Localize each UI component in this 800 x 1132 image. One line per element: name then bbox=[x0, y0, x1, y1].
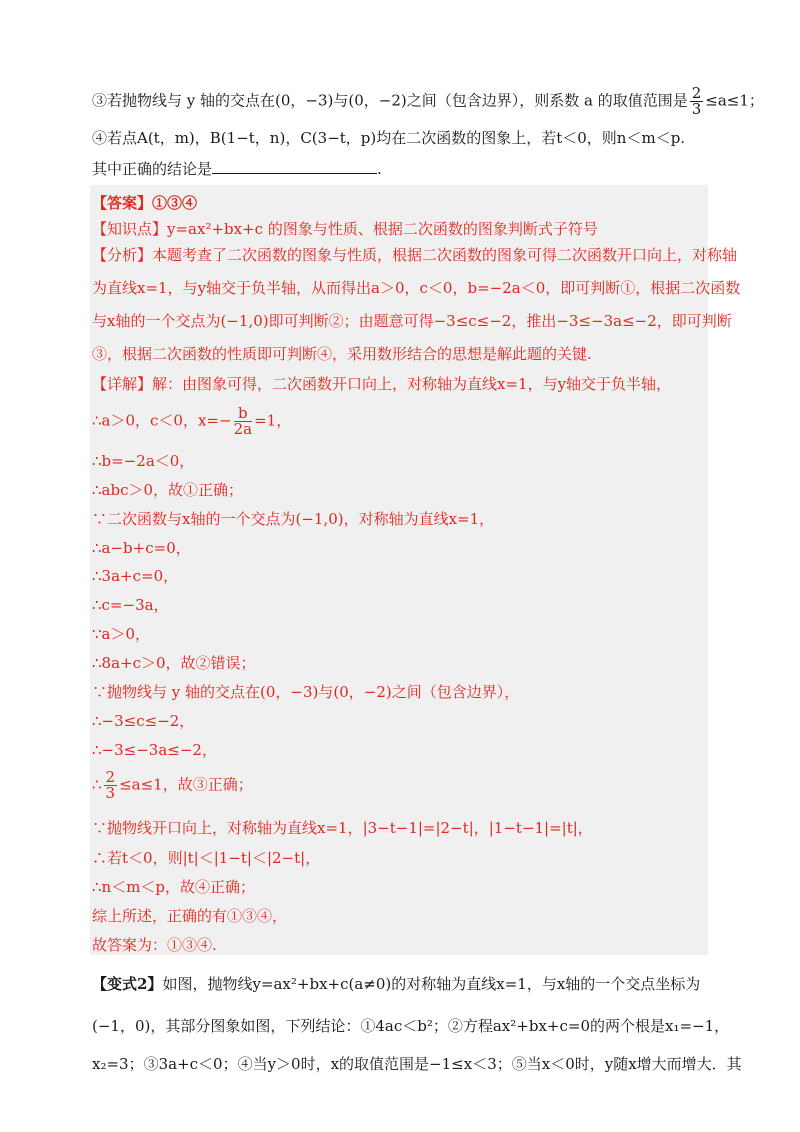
statement-3-tail: ≤a≤1； bbox=[705, 91, 764, 110]
statement-3-text: ③若抛物线与 y 轴的交点在(0，−3)与(0，−2)之间（包含边界），则系数 a 的取值范围是 bbox=[92, 91, 688, 110]
detail-line-10: ∴8a+c＞0，故②错误； bbox=[92, 654, 256, 672]
analysis-line-4: ③，根据二次函数的性质即可判断④，采用数形结合的思想是解此题的关键. bbox=[92, 345, 592, 363]
detail-line-14-prefix: ∴ bbox=[92, 775, 102, 794]
detail-line-6: ∴a−b+c=0， bbox=[92, 539, 191, 557]
question-prompt-text: 其中正确的结论是 bbox=[92, 160, 213, 178]
detail-line-5: ∵二次函数与x轴的一个交点为(−1,0)，对称轴为直线x=1， bbox=[92, 510, 495, 528]
knowledge-point: 【知识点】y=ax²+bx+c 的图象与性质、根据二次函数的图象判断式子符号 bbox=[92, 220, 598, 238]
detail-line-2-tail: =1， bbox=[254, 411, 292, 430]
question-prompt-period: . bbox=[377, 160, 382, 178]
detail-line-7: ∴3a+c=0， bbox=[92, 567, 179, 585]
fraction-denominator: 3 bbox=[105, 784, 116, 802]
fraction-denominator: 3 bbox=[691, 100, 702, 118]
fraction-numerator: 2 bbox=[105, 768, 116, 786]
statement-3 bbox=[92, 86, 764, 117]
fraction-two-thirds bbox=[104, 770, 118, 801]
variant-line-1-text: 如图，抛物线y=ax²+bx+c(a≠0)的对称轴为直线x=1，与x轴的一个交点坐标为 bbox=[162, 975, 701, 993]
fraction-numerator: b bbox=[234, 406, 253, 422]
question-prompt bbox=[92, 159, 382, 179]
fraction-two-thirds bbox=[690, 86, 704, 117]
detail-line-14-tail: ≤a≤1，故③正确； bbox=[119, 775, 253, 794]
detail-line-9: ∵a＞0， bbox=[92, 625, 151, 643]
answer-blank bbox=[212, 159, 377, 174]
analysis-line-2: 为直线x=1，与y轴交于负半轴，从而得出a＞0，c＜0，b=−2a＜0，即可判断①，根据二次函数 bbox=[92, 279, 741, 297]
detail-line-14 bbox=[92, 770, 253, 801]
variant-line-1 bbox=[92, 974, 700, 994]
fraction-b-over-2a bbox=[234, 406, 253, 437]
fraction-denominator: 2a bbox=[233, 420, 253, 438]
fraction-numerator: 2 bbox=[691, 84, 702, 102]
detail-line-3: ∴b=−2a＜0， bbox=[92, 452, 195, 470]
detail-line-8: ∴c=−3a， bbox=[92, 596, 169, 614]
detail-line-12: ∴−3≤c≤−2， bbox=[92, 712, 195, 730]
final-answer-line: 故答案为：①③④. bbox=[92, 936, 217, 954]
detail-line-2 bbox=[92, 406, 291, 437]
variant-line-2: (−1，0)，其部分图象如图，下列结论：①4ac＜b²；②方程ax²+bx+c=0的两个根是x₁=−1， bbox=[92, 1017, 730, 1035]
detail-line-16: ∴若t＜0，则|t|＜|1−t|＜|2−t|， bbox=[92, 849, 321, 867]
detail-line-4: ∴abc＞0，故①正确； bbox=[92, 481, 244, 499]
detail-line-13: ∴−3≤−3a≤−2， bbox=[92, 741, 217, 759]
variant-line-3: x₂=3；③3a+c＜0；④当y＞0时，x的取值范围是−1≤x＜3；⑤当x＜0时，y随x增大而增大．其 bbox=[92, 1055, 742, 1073]
analysis-line-3: 与x轴的一个交点为(−1,0)即可判断②；由题意可得−3≤c≤−2，推出−3≤−3a≤−2，即可判断 bbox=[92, 312, 732, 330]
analysis-line-1: 【分析】本题考查了二次函数的图象与性质，根据二次函数的图象可得二次函数开口向上，对称轴 bbox=[92, 246, 738, 264]
answer-label: 【答案】①③④ bbox=[92, 194, 198, 212]
answer-box bbox=[90, 185, 708, 955]
detail-line-15: ∵抛物线开口向上，对称轴为直线x=1，|3−t−1|=|2−t|，|1−t−1|=|t|， bbox=[92, 819, 593, 837]
detail-line-11: ∵抛物线与 y 轴的交点在(0，−3)与(0，−2)之间（包含边界）， bbox=[92, 683, 520, 701]
detail-line-2-text: ∴a＞0，c＜0，x=− bbox=[92, 411, 232, 430]
detail-line-17: ∴n＜m＜p，故④正确； bbox=[92, 878, 256, 896]
detail-line-1: 【详解】解：由图象可得，二次函数开口向上，对称轴为直线x=1，与y轴交于负半轴， bbox=[92, 375, 672, 393]
statement-4: ④若点A(t，m)，B(1−t，n)，C(3−t，p)均在二次函数的图象上，若t＜0，则n＜m＜p. bbox=[92, 129, 686, 147]
summary-line: 综上所述，正确的有①③④， bbox=[92, 907, 288, 925]
variant-label: 【变式2】 bbox=[92, 975, 163, 993]
